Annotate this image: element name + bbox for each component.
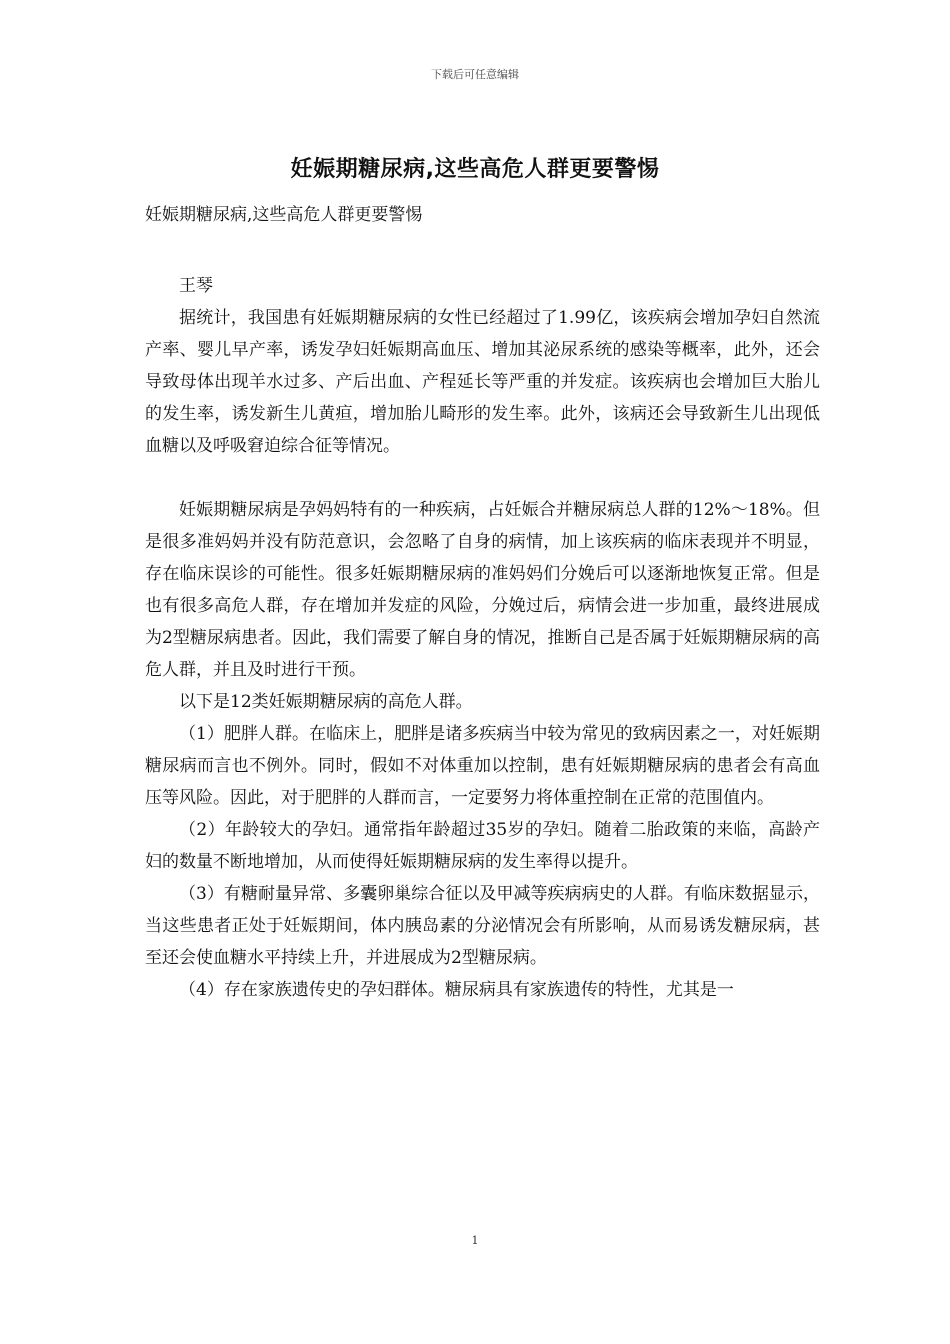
- paragraph-statistics: 据统计，我国患有妊娠期糖尿病的女性已经超过了1.99亿，该疾病会增加孕妇自然流产率、婴儿早产率，诱发孕妇妊娠期高血压、增加其泌尿系统的感染等概率，此外，还会导致母体出现羊水过多、产后出血、产程延长等严重的并发症。该疾病也会增加巨大胎儿的发生率，诱发新生儿黄疸，增加胎儿畸形的发生率。此外，该病还会导致新生儿出现低血糖以及呼吸窘迫综合征等情况。: [145, 308, 820, 456]
- author-name: 王琴: [179, 276, 213, 296]
- header-note: 下载后可任意编辑: [431, 68, 519, 81]
- paragraph-risk-4: （4）存在家族遗传史的孕妇群体。糖尿病具有家族遗传的特性，尤其是一: [179, 980, 734, 1000]
- document-title: 妊娠期糖尿病,这些高危人群更要警惕: [290, 157, 660, 182]
- paragraph-risk-intro: 以下是12类妊娠期糖尿病的高危人群。: [179, 692, 473, 712]
- paragraph-risk-2: （2）年龄较大的孕妇。通常指年龄超过35岁的孕妇。随着二胎政策的来临，高龄产妇的数量不断地增加，从而使得妊娠期糖尿病的发生率得以提升。: [145, 820, 820, 872]
- paragraph-risk-1: （1）肥胖人群。在临床上，肥胖是诸多疾病当中较为常见的致病因素之一，对妊娠期糖尿病而言也不例外。同时，假如不对体重加以控制，患有妊娠期糖尿病的患者会有高血压等风险。因此，对于肥胖的人群而言，一定要努力将体重控制在正常的范围值内。: [145, 724, 820, 808]
- document-body: [145, 270, 820, 1006]
- paragraph-overview: 妊娠期糖尿病是孕妈妈特有的一种疾病，占妊娠合并糖尿病总人群的12%～18%。但是很多准妈妈并没有防范意识，会忽略了自身的病情，加上该疾病的临床表现并不明显，存在临床误诊的可能性。很多妊娠期糖尿病的准妈妈们分娩后可以逐渐地恢复正常。但是也有很多高危人群，存在增加并发症的风险，分娩过后，病情会进一步加重，最终进展成为2型糖尿病患者。因此，我们需要了解自身的情况，推断自己是否属于妊娠期糖尿病的高危人群，并且及时进行干预。: [145, 500, 820, 680]
- page-number: 1: [471, 1234, 479, 1247]
- document-subtitle: 妊娠期糖尿病,这些高危人群更要警惕: [145, 205, 423, 225]
- paragraph-risk-3: （3）有糖耐量异常、多囊卵巢综合征以及甲减等疾病病史的人群。有临床数据显示，当这些患者正处于妊娠期间，体内胰岛素的分泌情况会有所影响，从而易诱发糖尿病，甚至还会使血糖水平持续上升，并进展成为2型糖尿病。: [145, 884, 820, 968]
